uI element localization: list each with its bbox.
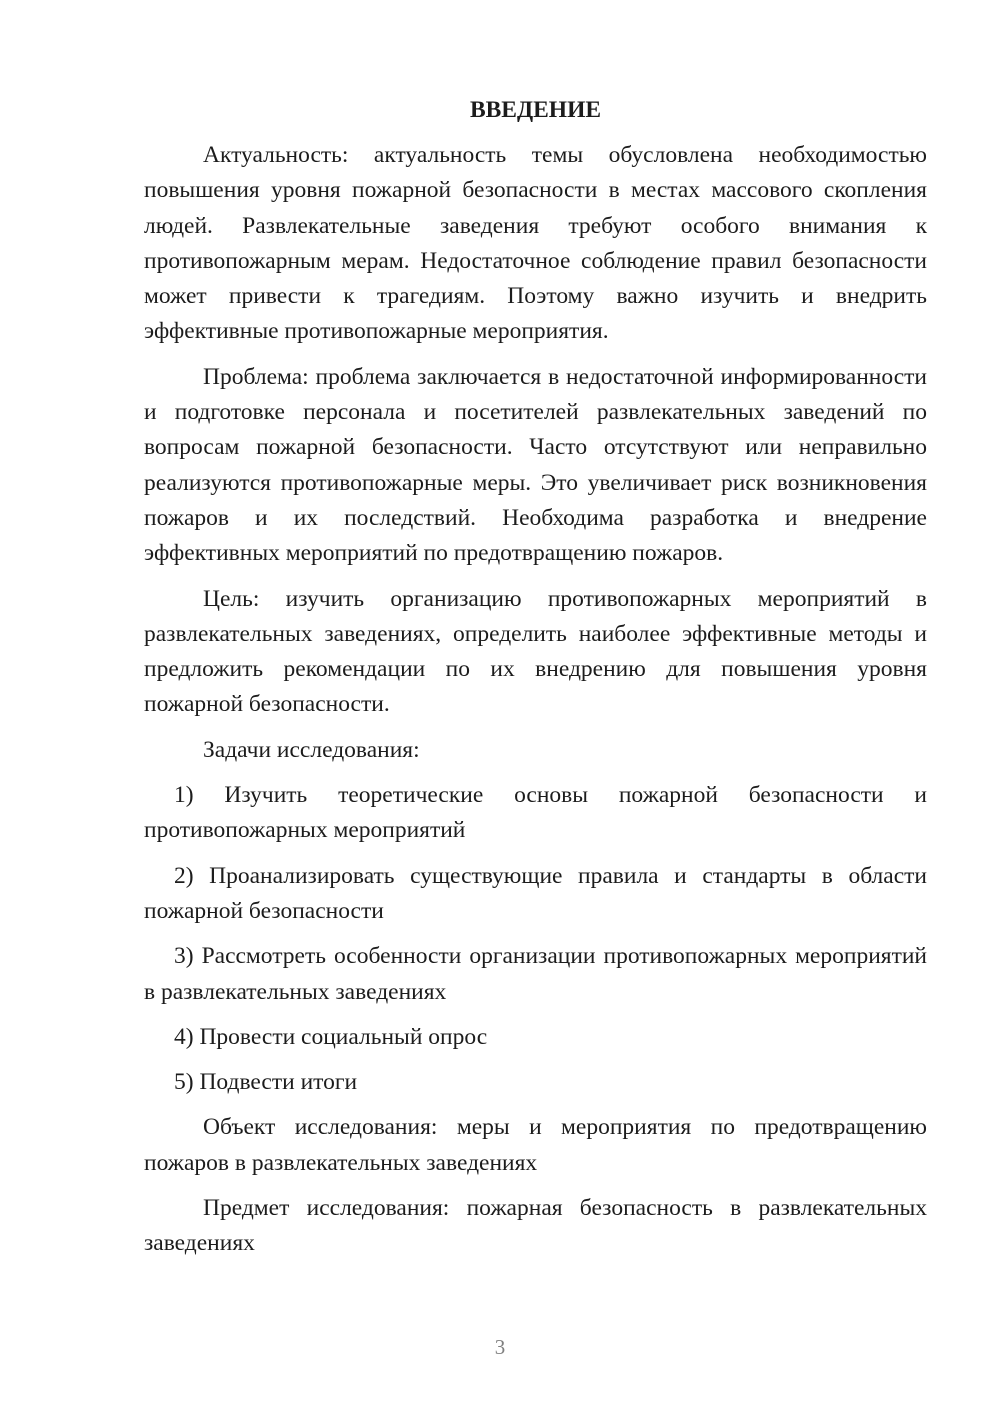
page-content	[144, 93, 927, 1272]
list-item-task-4: 4) Провести социальный опрос	[174, 1023, 488, 1050]
list-item-task-5: 5) Подвести итоги	[174, 1069, 358, 1096]
paragraph-problem: Проблема: проблема заключается в недостаточной информированности и подготовке персонала и посетителей развлекательных заведений по вопросам пожарной безопасности. Часто отсутствуют или неправильно реализуются противопожарные меры. Это увеличивает риск возникновения пожаров и их последствий. Необходима разработка и внедрение эффективных мероприятий по предотвращению пожаров.	[144, 363, 927, 567]
paragraph-tasks-heading: Задачи исследования:	[203, 736, 420, 763]
list-item-task-1: 1) Изучить теоретические основы пожарной безопасности и противопожарных мероприятий	[144, 782, 927, 844]
page-number: 3	[494, 1335, 506, 1359]
list-item-task-3: 3) Рассмотреть особенности организации противопожарных мероприятий в развлекательных заведениях	[144, 943, 927, 1005]
page-title: ВВЕДЕНИЕ	[469, 97, 602, 123]
list-item-task-2: 2) Проанализировать существующие правила и стандарты в области пожарной безопасности	[144, 862, 927, 924]
paragraph-relevance: Актуальность: актуальность темы обусловлена необходимостью повышения уровня пожарной безопасности в местах массового скопления людей. Развлекательные заведения требуют особого внимания к противопожарным мерам. Недостаточное соблюдение правил безопасности может привести к трагедиям. Поэтому важно изучить и внедрить эффективные противопожарные мероприятия.	[144, 142, 927, 345]
paragraph-object: Объект исследования: меры и мероприятия по предотвращению пожаров в развлекательных заведениях	[144, 1114, 927, 1176]
paragraph-goal: Цель: изучить организацию противопожарных мероприятий в развлекательных заведениях, определить наиболее эффективные методы и предложить рекомендации по их внедрению для повышения уровня пожарной безопасности.	[144, 585, 927, 718]
paragraph-subject: Предмет исследования: пожарная безопасность в развлекательных заведениях	[144, 1195, 927, 1257]
